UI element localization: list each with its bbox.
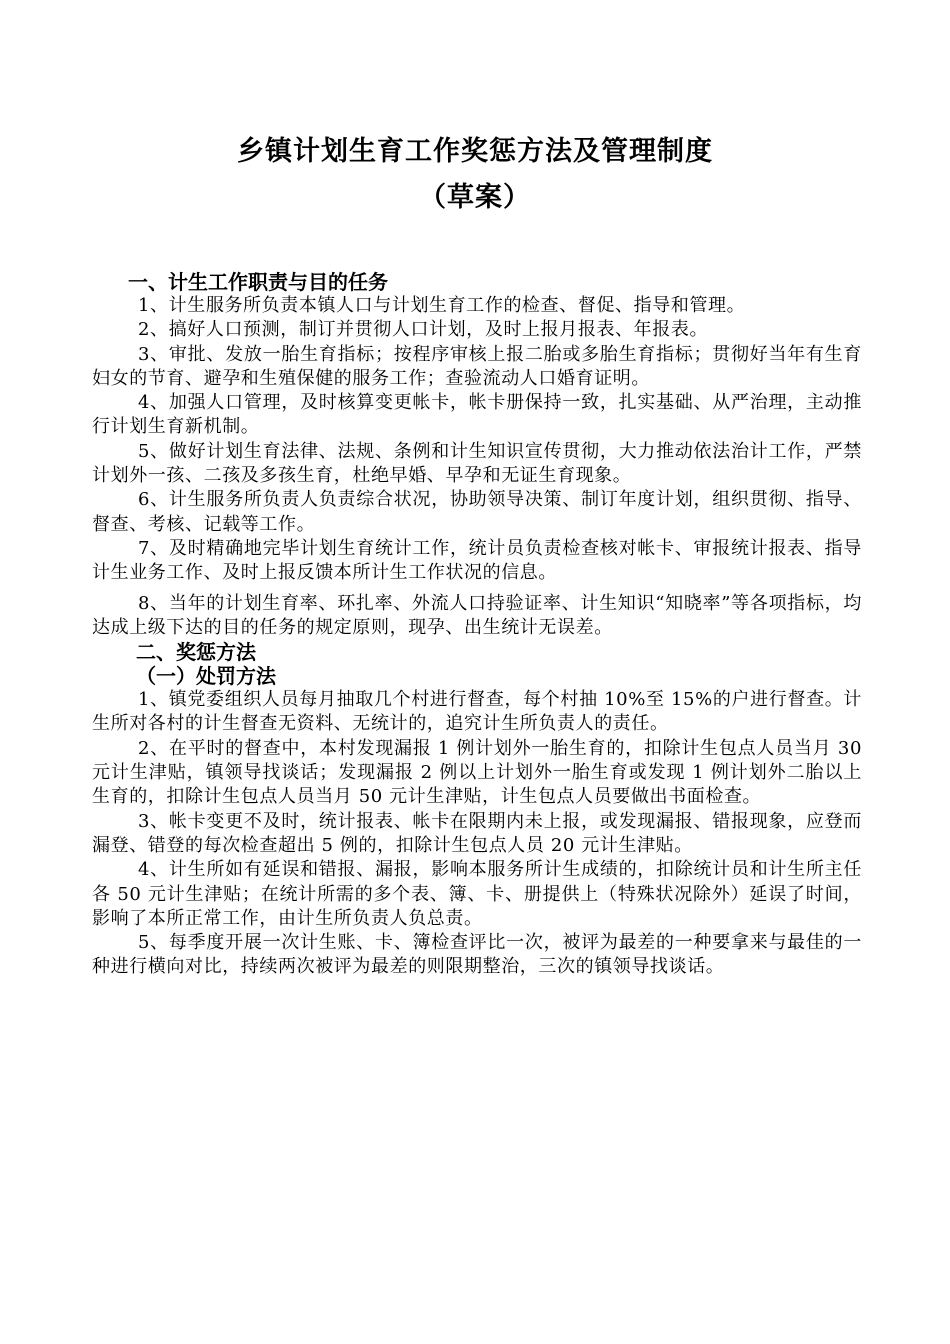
subsection-heading-penalties: （一）处罚方法 bbox=[136, 664, 276, 689]
section-heading-duties: 一、计生工作职责与目的任务 bbox=[128, 270, 388, 294]
duty-item-7: 7、及时精确地完毕计划生育统计工作，统计员负责检查核对帐卡、审报统计报表、指导计生业务工作、及时上报反馈本所计生工作状况的信息。 bbox=[92, 537, 862, 584]
duty-item-4: 4、加强人口管理，及时核算变更帐卡，帐卡册保持一致，扎实基础、从严治理，主动推行计划生育新机制。 bbox=[92, 392, 862, 438]
document-subtitle: （草案） bbox=[419, 182, 531, 213]
duty-item-6: 6、计生服务所负责人负责综合状况，协助领导决策、制订年度计划，组织贯彻、指导、督查、考核、记载等工作。 bbox=[92, 489, 862, 535]
duty-item-8: 8、当年的计划生育率、环扎率、外流人口持验证率、计生知识“知晓率”等各项指标，均达成上级下达的目的任务的规定原则，现孕、出生统计无误差。 bbox=[92, 592, 862, 638]
section-heading-rewards-penalties: 二、奖惩方法 bbox=[136, 640, 256, 665]
document-title: 乡镇计划生育工作奖惩方法及管理制度 bbox=[237, 136, 713, 167]
penalty-item-2: 2、在平时的督查中，本村发现漏报 1 例计划外一胎生育的，扣除计生包点人员当月 30 元计生津贴，镇领导找谈话；发现漏报 2 例以上计划外一胎生育或发现 1 例计划外二胎以上生育的，扣除计生包点人员当月 50 元计生津贴，计生包点人员要做出书面检查。 bbox=[92, 737, 862, 808]
document-body bbox=[92, 270, 862, 980]
duty-item-2: 2、搞好人口预测，制订并贯彻人口计划，及时上报月报表、年报表。 bbox=[138, 319, 709, 341]
duty-item-3: 3、审批、发放一胎生育指标；按程序审核上报二胎或多胎生育指标；贯彻好当年有生育妇女的节育、避孕和生殖保健的服务工作；查验流动人口婚育证明。 bbox=[92, 343, 862, 389]
penalty-item-4: 4、计生所如有延误和错报、漏报，影响本服务所计生成绩的，扣除统计员和计生所主任各 50 元计生津贴；在统计所需的多个表、簿、卡、册提供上（特殊状况除外）延误了时间，影响了本所正常工作，由计生所负责人负总责。 bbox=[92, 859, 862, 929]
duty-item-1: 1、计生服务所负责本镇人口与计划生育工作的检查、督促、指导和管理。 bbox=[138, 295, 746, 316]
duty-item-5: 5、做好计划生育法律、法规、条例和计生知识宣传贯彻，大力推动依法治计工作，严禁计划外一孩、二孩及多孩生育，杜绝早婚、早孕和无证生育现象。 bbox=[92, 440, 862, 487]
penalty-item-5: 5、每季度开展一次计生账、卡、簿检查评比一次，被评为最差的一种要拿来与最佳的一种进行横向对比，持续两次被评为最差的则限期整治，三次的镇领导找谈话。 bbox=[92, 932, 862, 978]
penalty-item-1: 1、镇党委组织人员每月抽取几个村进行督查，每个村抽 10%至 15%的户进行督查。计生所对各村的计生督查无资料、无统计的，追究计生所负责人的责任。 bbox=[92, 689, 862, 735]
penalty-item-3: 3、帐卡变更不及时，统计报表、帐卡在限期内未上报，或发现漏报、错报现象，应登而漏登、错登的每次检查超出 5 例的，扣除计生包点人员 20 元计生津贴。 bbox=[92, 810, 862, 856]
